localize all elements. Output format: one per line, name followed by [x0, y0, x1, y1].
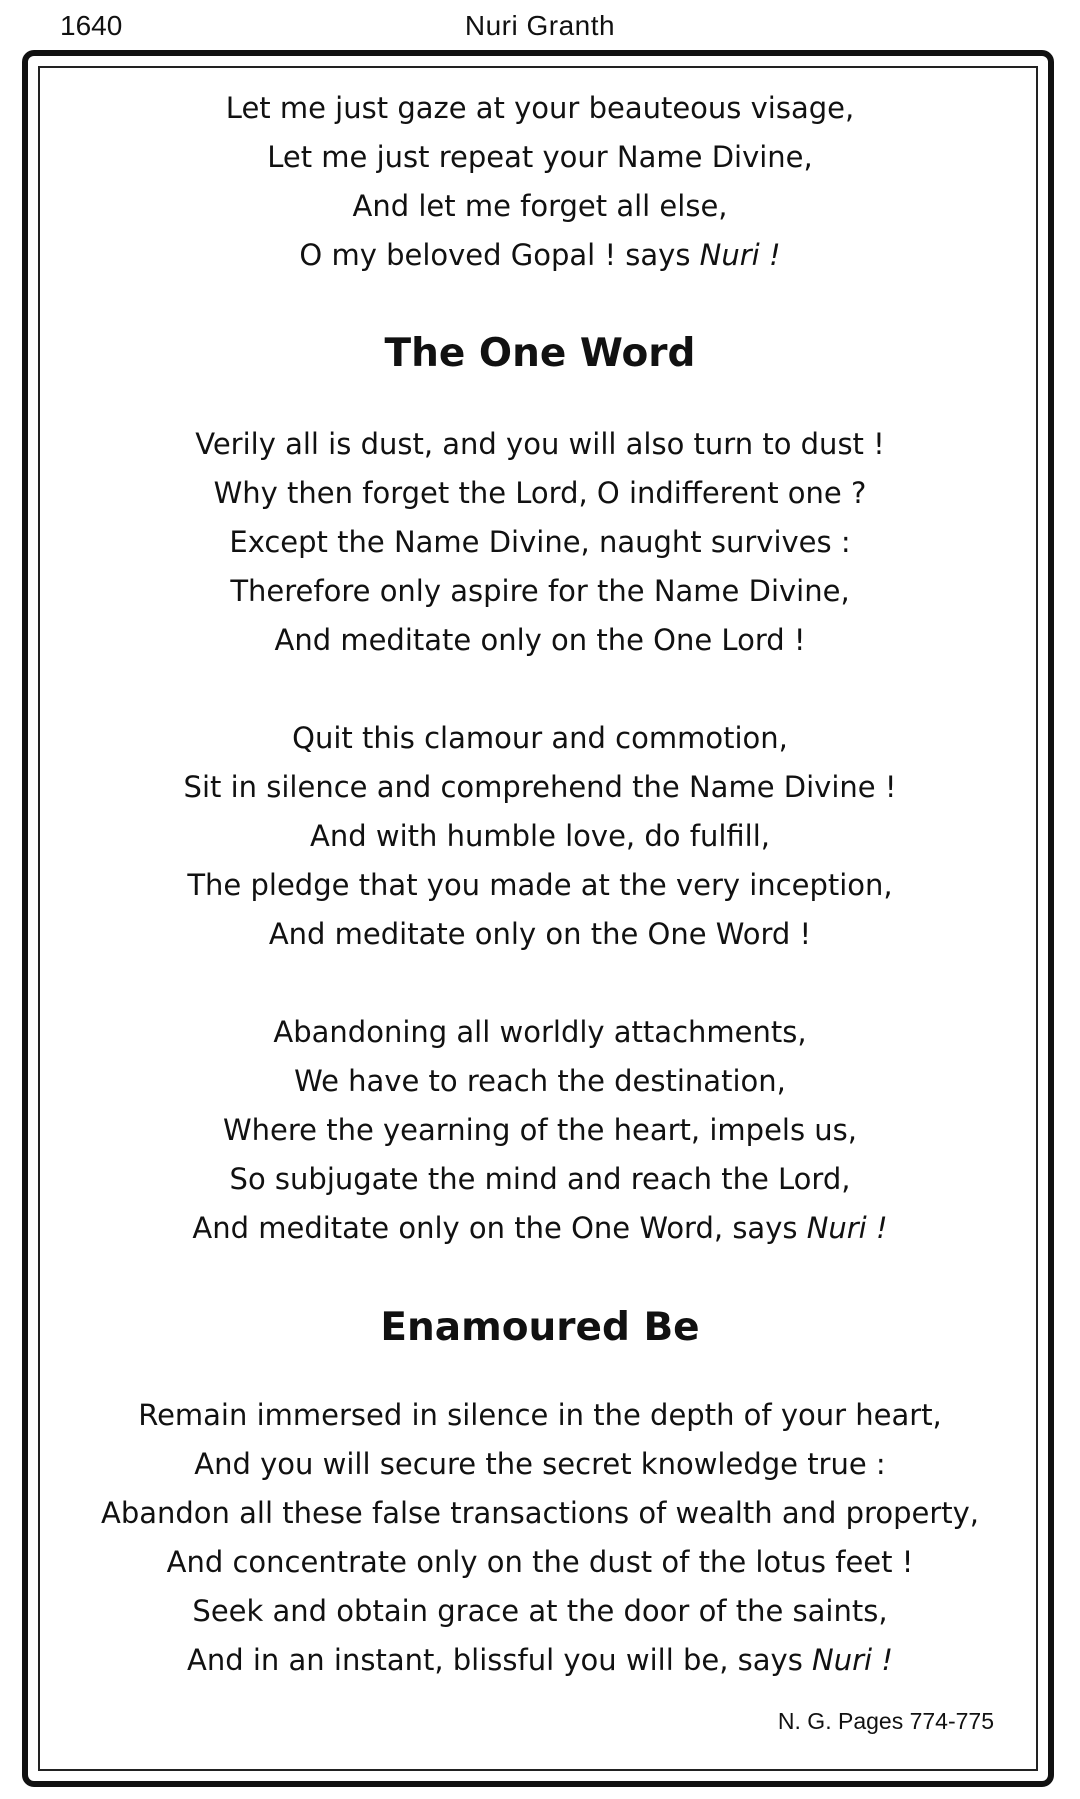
verse-line: Why then forget the Lord, O indifferent one ? [213, 476, 867, 510]
verse-line: So subjugate the mind and reach the Lord, [229, 1162, 851, 1196]
verse-line: Abandoning all worldly attachments, [273, 1015, 807, 1049]
author-attribution: Nuri ! [699, 238, 781, 272]
verse-line [40, 1208, 1040, 1248]
poem-title: Enamoured Be [380, 1305, 700, 1350]
verse-line: We have to reach the destination, [294, 1064, 786, 1098]
verse-text: And meditate only on the One Word, says [192, 1211, 807, 1245]
poem-title: The One Word [384, 331, 696, 376]
author-attribution: Nuri ! [806, 1211, 888, 1245]
page-reference: N. G. Pages 774-775 [777, 1708, 994, 1734]
verse-line: Quit this clamour and commotion, [292, 721, 788, 755]
verse-line: And meditate only on the One Lord ! [274, 623, 806, 657]
verse-line: Sit in silence and comprehend the Name Divine ! [183, 770, 897, 804]
verse-line: Therefore only aspire for the Name Divine, [230, 574, 850, 608]
verse-line: And with humble love, do fulfill, [310, 819, 770, 853]
verse-line: Seek and obtain grace at the door of the saints, [192, 1594, 888, 1628]
book-title: Nuri Granth [464, 10, 616, 41]
verse-line [40, 235, 1040, 275]
verse-line: Let me just gaze at your beauteous visage, [225, 91, 855, 125]
verse-line [40, 1640, 1040, 1680]
verse-line: And concentrate only on the dust of the lotus feet ! [166, 1545, 914, 1579]
verse-text: And in an instant, blissful you will be, says [187, 1643, 813, 1677]
verse-line: And you will secure the secret knowledge true : [194, 1447, 886, 1481]
verse-text: O my beloved Gopal ! says [299, 238, 700, 272]
verse-line: Where the yearning of the heart, impels us, [222, 1113, 858, 1147]
page-number: 1640 [60, 10, 123, 41]
verse-line: Abandon all these false transactions of wealth and property, [100, 1496, 980, 1530]
verse-line: And meditate only on the One Word ! [268, 917, 812, 951]
verse-line: Verily all is dust, and you will also turn to dust ! [195, 427, 885, 461]
verse-line: The pledge that you made at the very inception, [187, 868, 893, 902]
verse-line: Remain immersed in silence in the depth of your heart, [138, 1398, 942, 1432]
verse-line: Let me just repeat your Name Divine, [267, 140, 813, 174]
verse-line: Except the Name Divine, naught survives : [229, 525, 851, 559]
verse-line: And let me forget all else, [352, 189, 728, 223]
author-attribution: Nuri ! [812, 1643, 893, 1677]
page-header [0, 8, 1080, 48]
